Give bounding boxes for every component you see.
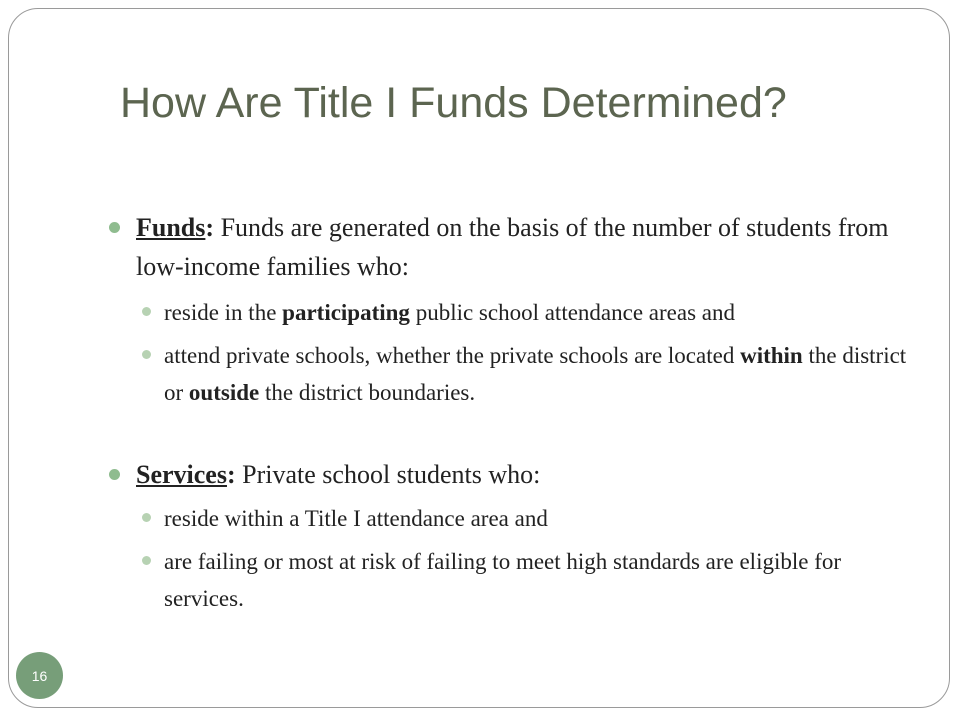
slide-title: How Are Title I Funds Determined? <box>120 79 787 127</box>
sub-bullet-failing <box>106 543 926 617</box>
services-text: Private school students who: <box>235 460 541 489</box>
bullet-dot-icon <box>109 469 120 480</box>
sub-bullet-dot-icon <box>142 307 151 316</box>
sub-text: public school attendance areas and <box>409 300 735 325</box>
bullet-services <box>106 455 926 494</box>
sub-text: the district or <box>164 343 907 405</box>
sub-text: the district boundaries. <box>259 380 476 405</box>
sub-bold: within <box>740 343 803 368</box>
services-colon: : <box>226 460 236 489</box>
page-number-badge <box>16 652 63 699</box>
sub-text: attend private schools, whether the private schools are located <box>164 343 741 368</box>
sub-bullet-attend-private <box>106 337 926 411</box>
slide-content <box>106 208 926 617</box>
bullet-funds <box>106 208 926 286</box>
funds-label: Funds <box>136 213 206 242</box>
sub-bullet-dot-icon <box>142 350 151 359</box>
bullet-dot-icon <box>109 222 120 233</box>
sub-text: are failing or most at risk of failing to meet high standards are eligible for services. <box>164 549 842 611</box>
sub-bullet-dot-icon <box>142 556 151 565</box>
sub-text: reside in the <box>164 300 283 325</box>
sub-bold: outside <box>188 380 260 405</box>
sub-bold: participating <box>282 300 410 325</box>
funds-colon: : <box>205 213 215 242</box>
sub-text: reside within a Title I attendance area and <box>164 506 548 531</box>
sub-bullet-reside-participating <box>106 294 926 331</box>
funds-text: Funds are generated on the basis of the number of students from low-income families who: <box>136 213 889 281</box>
sub-bullet-reside-title-i <box>106 500 926 537</box>
sub-bullet-dot-icon <box>142 513 151 522</box>
page-number: 16 <box>31 667 48 684</box>
services-label: Services <box>136 460 227 489</box>
